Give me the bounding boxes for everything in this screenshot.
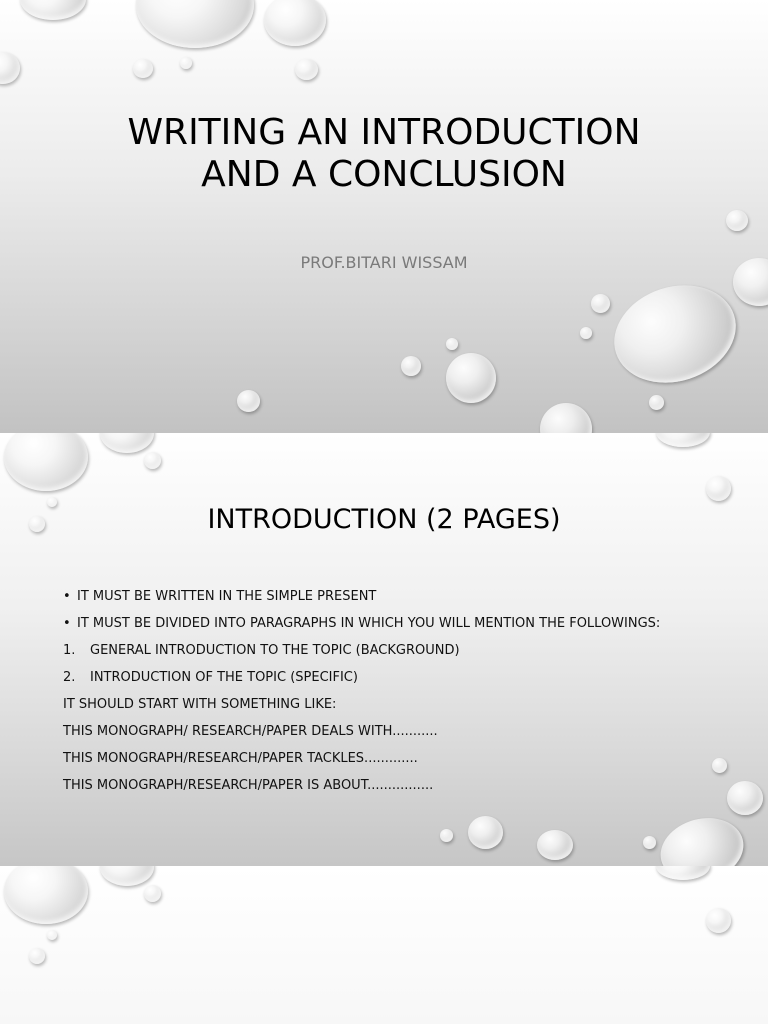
water-drop-decoration <box>237 390 260 412</box>
introduction-slide <box>0 433 768 866</box>
water-drop-decoration <box>264 0 326 46</box>
water-drop-decoration <box>706 476 731 501</box>
water-drop-decoration <box>602 270 749 398</box>
list-item-text: IT MUST BE DIVIDED INTO PARAGRAPHS IN WHICH YOU WILL MENTION THE FOLLOWINGS: <box>77 616 661 631</box>
bullet-marker: • <box>63 589 71 604</box>
body-line: THIS MONOGRAPH/RESEARCH/PAPER IS ABOUT................ <box>63 778 434 793</box>
list-item <box>63 583 723 610</box>
water-drop-decoration <box>29 948 45 964</box>
water-drop-decoration <box>136 0 254 48</box>
slide-title: WRITING AN INTRODUCTION AND A CONCLUSION <box>127 112 641 195</box>
water-drop-decoration <box>144 452 161 469</box>
water-drop-decoration <box>706 908 731 933</box>
number-marker: 2. <box>63 670 76 685</box>
water-drop-decoration <box>653 809 750 866</box>
water-drop-decoration <box>4 433 88 491</box>
water-drop-decoration <box>468 816 503 849</box>
list-item <box>63 664 723 691</box>
list-item-text: IT MUST BE WRITTEN IN THE SIMPLE PRESENT <box>77 589 377 604</box>
number-marker: 1. <box>63 643 76 658</box>
list-item-text: INTRODUCTION OF THE TOPIC (SPECIFIC) <box>90 670 358 685</box>
water-drop-decoration <box>47 497 57 507</box>
water-drop-decoration <box>733 258 768 306</box>
water-drop-decoration <box>4 866 88 924</box>
water-drop-decoration <box>580 327 592 339</box>
water-drop-decoration <box>180 57 192 69</box>
water-drop-decoration <box>726 210 748 231</box>
water-drop-decoration <box>29 516 45 532</box>
slide-subtitle: PROF.BITARI WISSAM <box>300 253 468 272</box>
content-list <box>63 583 723 799</box>
water-drop-decoration <box>446 338 458 350</box>
water-drop-decoration <box>727 781 763 815</box>
water-drop-decoration <box>446 353 496 403</box>
water-drop-decoration <box>656 433 710 447</box>
water-drop-decoration <box>100 866 154 886</box>
slide-heading: INTRODUCTION (2 PAGES) <box>207 504 561 535</box>
list-item <box>63 637 723 664</box>
water-drop-decoration <box>649 395 664 410</box>
water-drop-decoration <box>591 294 610 313</box>
water-drop-decoration <box>401 356 421 376</box>
water-drop-decoration <box>440 829 453 842</box>
water-drop-decoration <box>537 830 573 860</box>
body-line: THIS MONOGRAPH/RESEARCH/PAPER TACKLES............. <box>63 751 418 766</box>
title-slide <box>0 0 768 433</box>
partial-slide <box>0 866 768 1024</box>
water-drop-decoration <box>295 59 318 80</box>
list-item <box>63 610 723 637</box>
water-drop-decoration <box>540 403 592 433</box>
bullet-marker: • <box>63 616 71 631</box>
water-drop-decoration <box>100 433 154 453</box>
water-drop-decoration <box>0 52 20 84</box>
water-drop-decoration <box>656 866 710 880</box>
body-line: IT SHOULD START WITH SOMETHING LIKE: <box>63 697 337 712</box>
water-drop-decoration <box>47 930 57 940</box>
water-drop-decoration <box>133 59 153 78</box>
water-drop-decoration <box>643 836 656 849</box>
water-drop-decoration <box>144 885 161 902</box>
body-line: THIS MONOGRAPH/ RESEARCH/PAPER DEALS WITH........... <box>63 724 438 739</box>
water-drop-decoration <box>20 0 86 20</box>
list-item-text: GENERAL INTRODUCTION TO THE TOPIC (BACKGROUND) <box>90 643 460 658</box>
